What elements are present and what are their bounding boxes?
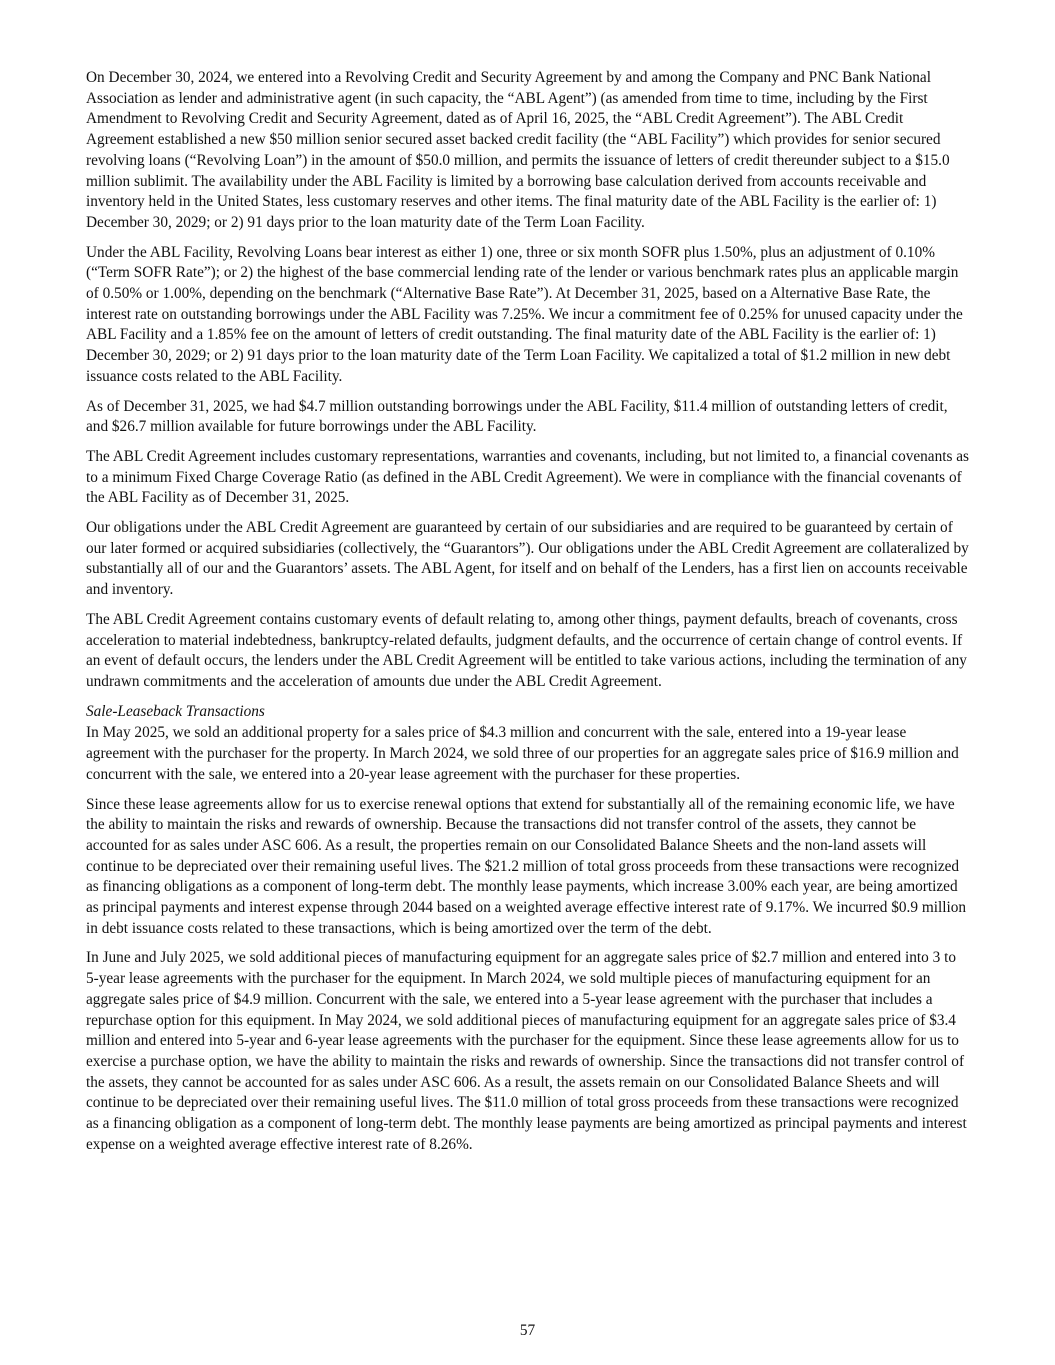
page-number: 57 [519,1322,536,1339]
paragraph-abl-borrowings: As of December 31, 2025, we had $4.7 million outstanding borrowings under the ABL Facility, $11.4 million of outstanding letters of credit, and $26.7 million available for future borrowings under the ABL Facility. [86,397,948,436]
paragraph-sale-leaseback-accounting: Since these lease agreements allow for us to exercise renewal options that extend for substantially all of the remaining economic life, we have the ability to maintain the risks and rewards of ownership. Because the transactions did not transfer control of the assets, they cannot be accounted for as sales under ASC 606. As a result, the properties remain on our Consolidated Balance Sheets and the non-land assets will continue to be depreciated over their remaining useful lives. The $21.2 million of total gross proceeds from these transactions were recognized as financing obligations as a component of long-term debt. The monthly lease payments, which increase 3.00% each year, are being amortized as principal payments and interest expense through 2044 based on a weighted average effective interest rate of 9.17%. We incurred $0.9 million in debt issuance costs related to these transactions, which is being amortized over the term of the debt. [86,795,967,937]
paragraph-abl-guarantors: Our obligations under the ABL Credit Agreement are guaranteed by certain of our subsidiaries and are required to be guaranteed by certain of our later formed or acquired subsidiaries (collectively, the “Guarantors”). Our obligations under the ABL Credit Agreement are collateralized by substantially all of our and the Guarantors’ assets. The ABL Agent, for itself and on behalf of the Lenders, has a first lien on accounts receivable and inventory. [86,519,969,599]
paragraph-abl-default: The ABL Credit Agreement contains customary events of default relating to, among other things, payment defaults, breach of covenants, cross acceleration to material indebtedness, bankruptcy-related defaults, judgment defaults, and the occurrence of certain change of control events. If an event of default occurs, the lenders under the ABL Credit Agreement will be entitled to take various actions, including the termination of any undrawn commitments and the acceleration of amounts due under the ABL Credit Agreement. [86,610,967,690]
document-body [86,68,970,1164]
paragraph-abl-covenants: The ABL Credit Agreement includes customary representations, warranties and covenants, including, but not limited to, a financial covenants as to a minimum Fixed Charge Coverage Ratio (as defined in the ABL Credit Agreement). We were in compliance with the financial covenants of the ABL Facility as of December 31, 2025. [86,447,970,507]
paragraph-abl-interest: Under the ABL Facility, Revolving Loans bear interest as either 1) one, three or six month SOFR plus 1.50%, plus an adjustment of 0.10% (“Term SOFR Rate”); or 2) the highest of the base commercial lending rate of the lender or various benchmark rates plus an applicable margin of 0.50% or 1.00%, depending on the benchmark (“Alternative Base Rate”). At December 31, 2025, based on a Alternative Base Rate, the interest rate on outstanding borrowings under the ABL Facility was 7.25%. We incur a commitment fee of 0.25% for unused capacity under the ABL Facility and a 1.85% fee on the amount of letters of credit outstanding. The final maturity date of the ABL Facility is the earlier of: 1) December 30, 2029; or 2) 91 days prior to the loan maturity date of the Term Loan Facility. We capitalized a total of $1.2 million in new debt issuance costs related to the ABL Facility. [86,243,963,385]
paragraph-sale-leaseback-equipment: In June and July 2025, we sold additional pieces of manufacturing equipment for an aggregate sales price of $2.7 million and entered into 3 to 5-year lease agreements with the purchaser for the equipment. In March 2024, we sold multiple pieces of manufacturing equipment for an aggregate sales price of $4.9 million. Concurrent with the sale, we entered into a 5-year lease agreement with the purchaser that includes a repurchase option for this equipment. In May 2024, we sold additional pieces of manufacturing equipment for an aggregate sales price of $3.4 million and entered into 5-year and 6-year lease agreements with the purchaser for the equipment. Since these lease agreements allow for us to exercise a purchase option, we have the ability to maintain the risks and rewards of ownership. Since the transactions did not transfer control of the assets, they cannot be accounted for as sales under ASC 606. As a result, the assets remain on our Consolidated Balance Sheets and will continue to be depreciated over their remaining useful lives. The $11.0 million of total gross proceeds from these transactions were recognized as a financing obligation as a component of long-term debt. The monthly lease payments are being amortized as principal payments and interest expense on a weighted average effective interest rate of 8.26%. [86,949,967,1153]
paragraph-abl-credit-agreement: On December 30, 2024, we entered into a Revolving Credit and Security Agreement by and among the Company and PNC Bank National Association as lender and administrative agent (in such capacity, the “ABL Agent”) (as amended from time to time, including by the First Amendment to Revolving Credit and Security Agreement, dated as of April 16, 2025, the “ABL Credit Agreement”). The ABL Credit Agreement established a new $50 million senior secured asset backed credit facility (the “ABL Facility”) which provides for senior secured revolving loans (“Revolving Loan”) in the amount of $50.0 million, and permits the issuance of letters of credit thereunder subject to a $15.0 million sublimit. The availability under the ABL Facility is limited by a borrowing base calculation derived from accounts receivable and inventory held in the United States, less customary reserves and other items. The final maturity date of the ABL Facility is the earlier of: 1) December 30, 2029; or 2) 91 days prior to the loan maturity date of the Term Loan Facility. [86,69,950,231]
section-heading-sale-leaseback: Sale-Leaseback Transactions [86,702,265,720]
paragraph-sale-leaseback-property: In May 2025, we sold an additional property for a sales price of $4.3 million and concurrent with the sale, entered into a 19-year lease agreement with the purchaser for the property. In March 2024, we sold three of our properties for an aggregate sales price of $16.9 million and concurrent with the sale, we entered into a 20-year lease agreement with the purchaser for these properties. [86,724,959,783]
